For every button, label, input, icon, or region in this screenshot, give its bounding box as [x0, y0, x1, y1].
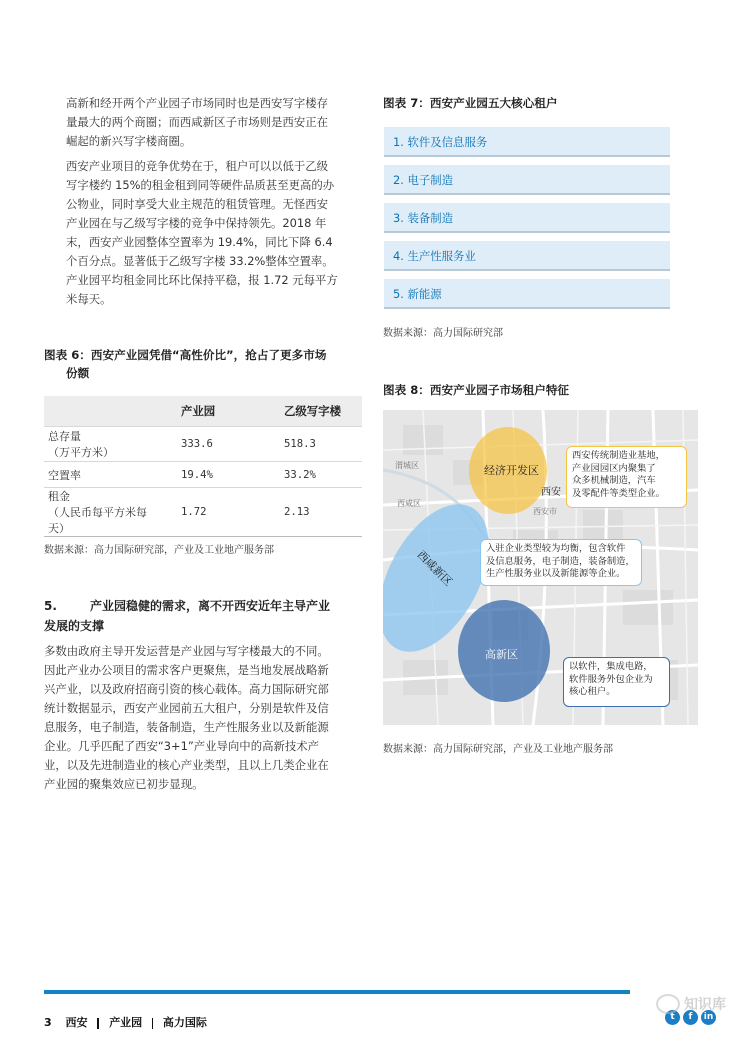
- figure7-source: 数据来源：高力国际研究部: [383, 328, 503, 339]
- office-value: 33.2%: [280, 462, 362, 488]
- row-label-line: （万平方米）: [48, 446, 114, 459]
- tenant-item: 5. 新能源: [384, 279, 670, 309]
- wechat-watermark: [638, 990, 738, 1030]
- section5-line: 兴产业，以及政府招商引资的核心载体。高力国际研究部: [44, 682, 329, 696]
- section5-heading-line1: [44, 596, 369, 616]
- jingkai-callout: [566, 446, 687, 508]
- footer-topic: 产业园: [109, 1016, 143, 1029]
- footer-divider: [152, 1018, 153, 1029]
- figure7-title: 图表 7：西安产业园五大核心租户: [383, 96, 558, 110]
- section5-line: 产业园的聚集效应已初步显现。: [44, 777, 204, 791]
- para2-line: 产业园在与乙级写字楼的竞争中保持领先。2018 年: [66, 216, 327, 230]
- section5-number: 5.: [44, 599, 57, 613]
- footer-rule: [44, 990, 630, 994]
- competition-paragraph: [66, 157, 366, 309]
- table-row: [44, 488, 362, 537]
- row-label: [44, 427, 177, 462]
- figure8-title: 图表 8：西安产业园子市场租户特征: [383, 383, 570, 397]
- map-small-label: 西安市: [533, 507, 557, 516]
- para2-line: 西安产业项目的竞争优势在于，租户可以以低于乙级: [66, 159, 328, 173]
- para1-line: 量最大的两个商圈；而西咸新区子市场则是西安正在: [66, 115, 328, 129]
- wechat-icon: [656, 994, 680, 1014]
- footer-label: [44, 1014, 207, 1030]
- row-label-line: 总存量: [48, 430, 81, 443]
- park-value: 333.6: [177, 427, 280, 462]
- xixian-label: 西咸新区: [414, 548, 455, 589]
- figure6-source: 数据来源：高力国际研究部，产业及工业地产服务部: [44, 545, 274, 556]
- figure6-title-line2: 份额: [66, 366, 90, 380]
- row-label-line: 租金: [48, 490, 70, 503]
- callout-line: 西安传统制造业基地，: [572, 450, 665, 461]
- xixian-callout: [480, 539, 642, 586]
- row-label-line: 天）: [48, 522, 70, 535]
- callout-line: 软件服务外包企业为: [569, 673, 653, 685]
- callout-line: 核心租户。: [569, 686, 616, 698]
- callout-line: 以软件，集成电路，: [569, 661, 653, 672]
- row-label: [44, 462, 177, 488]
- figure6-title: [44, 346, 364, 382]
- header-park: 产业园: [177, 396, 280, 427]
- footer-divider: [97, 1018, 99, 1029]
- callout-line: 及零配件等类型企业。: [572, 487, 665, 499]
- xian-label: 西安: [541, 487, 561, 498]
- park-value: 19.4%: [177, 462, 280, 488]
- section5-line: 业，以及先进制造业的核心产业类型，且以上几类企业在: [44, 758, 329, 772]
- para1-line: 高新和经开两个产业园子市场同时也是西安写字楼存: [66, 96, 328, 110]
- header-blank: [44, 396, 177, 427]
- office-value: 2.13: [280, 488, 362, 537]
- section5-title-line1: 产业园稳健的需求，离不开西安近年主导产业: [90, 599, 331, 613]
- map-small-label: 渭城区: [395, 461, 419, 470]
- callout-line: 生产性服务业以及新能源等企业。: [486, 568, 626, 580]
- gaoxin-callout: [563, 657, 670, 707]
- footer-city: 西安: [65, 1016, 88, 1029]
- tenant-item: 2. 电子制造: [384, 165, 670, 195]
- callout-line: 产业园园区内聚集了: [572, 462, 656, 474]
- section5-heading: [44, 596, 369, 636]
- section5-line: 多数由政府主导开发运营是产业园与写字楼最大的不同。: [44, 644, 329, 658]
- para2-line: 写字楼约 15%的租金租到同等硬件品质甚至更高的办: [66, 178, 335, 192]
- section5-title-line2: 发展的支撑: [44, 619, 105, 633]
- intro-paragraph: [66, 94, 366, 151]
- para2-line: 产业园平均租金同比环比保持平稳，报 1.72 元每平方: [66, 273, 338, 287]
- figure6-table: [44, 396, 362, 537]
- figure8-source: 数据来源：高力国际研究部，产业及工业地产服务部: [383, 744, 613, 755]
- page-number: 3: [44, 1016, 52, 1029]
- figure6-title-line1: 图表 6：西安产业园凭借“高性价比”，抢占了更多市场: [44, 348, 327, 362]
- table-header-row: [44, 396, 362, 427]
- para2-line: 末，西安产业园整体空置率为 19.4%，同比下降 6.4: [66, 235, 333, 249]
- section5-line: 统计数据显示，西安产业园前五大租户，分别是软件及信: [44, 701, 329, 715]
- map-small-label: 西咸区: [397, 499, 421, 508]
- footer-brand: 高力国际: [162, 1016, 207, 1029]
- section5-line: 企业。几乎匹配了西安“3+1”产业导向中的高新技术产: [44, 739, 320, 753]
- para2-line: 个百分点。显著低于乙级写字楼 33.2%整体空置率。: [66, 254, 334, 268]
- tenant-item: 1. 软件及信息服务: [384, 127, 670, 157]
- office-value: 518.3: [280, 427, 362, 462]
- submarket-map: [383, 410, 698, 725]
- callout-line: 及信息服务，电子制造，装备制造，: [486, 555, 635, 567]
- park-value: 1.72: [177, 488, 280, 537]
- row-label-line: （人民币每平方米每: [48, 506, 147, 519]
- tenant-item: 4. 生产性服务业: [384, 241, 670, 271]
- gaoxin-label: 高新区: [485, 648, 518, 661]
- row-label-line: 空置率: [48, 468, 81, 482]
- para2-line: 公物业，同时享受大业主规范的租赁管理。无怪西安: [66, 197, 328, 211]
- jingkai-label: 经济开发区: [484, 464, 539, 477]
- table-row: [44, 462, 362, 488]
- para1-line: 崛起的新兴写字楼商圈。: [66, 134, 192, 148]
- linkedin-icon[interactable]: in: [701, 1010, 716, 1025]
- row-label: [44, 488, 177, 537]
- facebook-icon[interactable]: f: [683, 1010, 698, 1025]
- table-row: [44, 427, 362, 462]
- tenant-item: 3. 装备制造: [384, 203, 670, 233]
- para2-line: 米每天。: [66, 292, 112, 306]
- header-office: 乙级写字楼: [280, 396, 362, 427]
- section5-line: 因此产业办公项目的需求客户更聚焦，是当地发展战略新: [44, 663, 329, 677]
- section5-paragraph: [44, 642, 369, 794]
- twitter-icon[interactable]: t: [665, 1010, 680, 1025]
- watermark-text: 知识库: [684, 997, 726, 1013]
- section5-line: 息服务，电子制造，装备制造，生产性服务业以及新能源: [44, 720, 329, 734]
- callout-line: 入驻企业类型较为均衡，包含软件: [486, 543, 626, 554]
- callout-line: 众多机械制造，汽车: [572, 475, 656, 487]
